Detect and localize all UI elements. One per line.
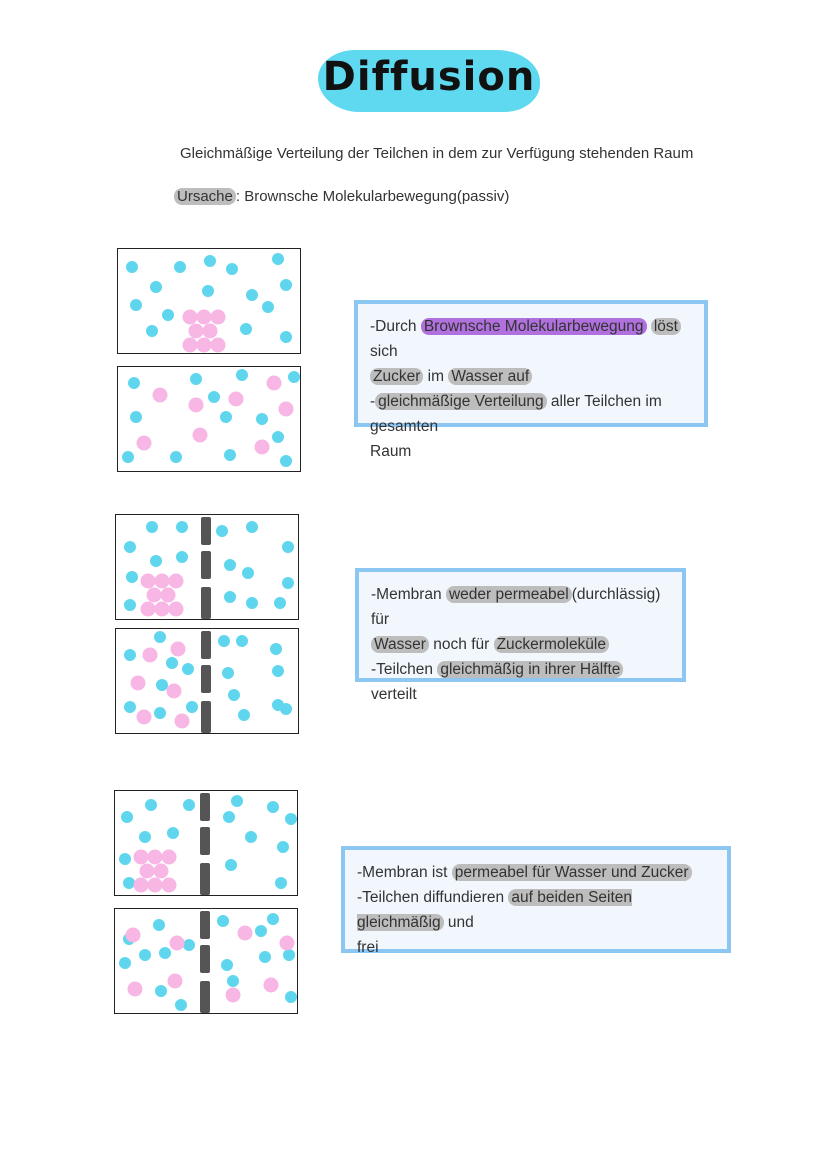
diagram-dissolving-after [117, 366, 301, 472]
page-title: Diffusion [322, 54, 536, 100]
note-line [370, 389, 692, 439]
note-text: -Membran [371, 586, 446, 603]
water-particle [121, 811, 133, 823]
sugar-particle [183, 338, 198, 353]
highlighted-term: Wasser auf [448, 368, 532, 385]
water-particle [126, 261, 138, 273]
note-line [371, 632, 670, 657]
sugar-particle [211, 310, 226, 325]
note-text: -Teilchen [371, 661, 438, 678]
sugar-particle [183, 310, 198, 325]
highlighted-term: weder permeabel [446, 586, 572, 603]
sugar-particle [170, 936, 185, 951]
water-particle [174, 261, 186, 273]
title-badge [318, 44, 540, 118]
water-particle [216, 525, 228, 537]
water-particle [272, 665, 284, 677]
note-line [357, 860, 715, 885]
sugar-particle [197, 338, 212, 353]
water-particle [282, 577, 294, 589]
diagram-impermeable-before [115, 514, 299, 620]
water-particle [162, 309, 174, 321]
note-text: Raum [370, 443, 412, 460]
water-particle [283, 949, 295, 961]
water-particle [224, 591, 236, 603]
water-particle [246, 289, 258, 301]
water-particle [130, 299, 142, 311]
water-particle [159, 947, 171, 959]
sugar-particle [162, 878, 177, 893]
note-text: frei [357, 939, 379, 956]
sugar-particle [255, 440, 270, 455]
highlighted-term: Zuckermoleküle [494, 636, 609, 653]
water-particle [124, 649, 136, 661]
highlighted-term: gleichmäßig in ihrer Hälfte [437, 661, 623, 678]
water-particle [146, 325, 158, 337]
water-particle [288, 371, 300, 383]
water-particle [123, 877, 135, 889]
water-particle [128, 377, 140, 389]
water-particle [124, 599, 136, 611]
water-particle [139, 949, 151, 961]
sugar-particle [155, 574, 170, 589]
sugar-particle [168, 974, 183, 989]
sugar-particle [197, 310, 212, 325]
water-particle [145, 799, 157, 811]
sugar-particle [193, 428, 208, 443]
sugar-particle [141, 602, 156, 617]
water-particle [280, 455, 292, 467]
water-particle [176, 551, 188, 563]
water-particle [282, 541, 294, 553]
water-particle [119, 853, 131, 865]
cause-separator: : [235, 188, 241, 205]
membrane-segment [201, 551, 211, 579]
water-particle [227, 975, 239, 987]
note-line [370, 364, 692, 389]
membrane-segment [200, 945, 210, 973]
water-particle [130, 411, 142, 423]
highlighted-term: auf beiden Seiten gleichmäßig [357, 889, 633, 931]
sugar-particle [155, 602, 170, 617]
note-text: sich [370, 343, 398, 360]
water-particle [167, 827, 179, 839]
water-particle [155, 985, 167, 997]
water-particle [236, 369, 248, 381]
sugar-particle [148, 878, 163, 893]
water-particle [154, 707, 166, 719]
water-particle [170, 451, 182, 463]
highlighted-term: Zucker [370, 368, 423, 385]
note-box-impermeable-membrane [355, 568, 686, 703]
water-particle [246, 521, 258, 533]
sugar-particle [175, 714, 190, 729]
water-particle [225, 859, 237, 871]
cause-text: Brownsche Molekularbewegung(passiv) [240, 188, 510, 205]
water-particle [238, 709, 250, 721]
water-particle [280, 279, 292, 291]
water-particle [166, 657, 178, 669]
definition-text: Gleichmäßige Verteilung der Teilchen in dem zur Verfügung stehenden Raum [180, 145, 694, 162]
water-particle [240, 323, 252, 335]
water-particle [285, 991, 297, 1003]
note-line [370, 439, 692, 464]
sugar-particle [134, 878, 149, 893]
water-particle [222, 667, 234, 679]
note-text: -Teilchen diffundieren [357, 889, 509, 906]
water-particle [183, 939, 195, 951]
sugar-particle [126, 928, 141, 943]
water-particle [150, 555, 162, 567]
diagram-permeable-before [114, 790, 298, 896]
membrane-segment [201, 701, 211, 733]
water-particle [150, 281, 162, 293]
water-particle [256, 413, 268, 425]
water-particle [228, 689, 240, 701]
note-text: - [370, 393, 376, 410]
water-particle [124, 701, 136, 713]
membrane-segment [200, 827, 210, 855]
cause-label: Ursache [174, 188, 236, 205]
membrane-segment [200, 981, 210, 1013]
water-particle [255, 925, 267, 937]
highlighted-term: Wasser [371, 636, 429, 653]
sugar-particle [153, 388, 168, 403]
water-particle [277, 841, 289, 853]
note-line [371, 657, 670, 707]
note-box-dissolving [354, 300, 708, 460]
cause-line [174, 188, 509, 205]
water-particle [272, 253, 284, 265]
sugar-particle [229, 392, 244, 407]
sugar-particle [131, 676, 146, 691]
sugar-particle [148, 850, 163, 865]
water-particle [226, 263, 238, 275]
sugar-particle [141, 574, 156, 589]
water-particle [274, 597, 286, 609]
water-particle [122, 451, 134, 463]
sugar-particle [137, 710, 152, 725]
membrane-segment [200, 911, 210, 939]
membrane-segment [201, 665, 211, 693]
water-particle [175, 999, 187, 1011]
water-particle [245, 831, 257, 843]
highlighted-term: gleichmäßige Verteilung [375, 393, 546, 410]
membrane-segment [200, 793, 210, 821]
sugar-particle [189, 324, 204, 339]
water-particle [280, 703, 292, 715]
note-box-permeable-membrane [341, 846, 731, 956]
note-text: -Membran ist [357, 864, 452, 881]
diagram-permeable-after [114, 908, 298, 1014]
sugar-particle [140, 864, 155, 879]
water-particle [267, 801, 279, 813]
membrane-segment [201, 631, 211, 659]
water-particle [220, 411, 232, 423]
sugar-particle [143, 648, 158, 663]
sugar-particle [171, 642, 186, 657]
sugar-particle [203, 324, 218, 339]
note-text: -Durch [370, 318, 421, 335]
sugar-particle [147, 588, 162, 603]
water-particle [156, 679, 168, 691]
water-particle [224, 559, 236, 571]
sugar-particle [161, 588, 176, 603]
diagram-impermeable-after [115, 628, 299, 734]
sugar-particle [167, 684, 182, 699]
note-line [371, 582, 670, 632]
membrane-segment [201, 517, 211, 545]
membrane-segment [201, 587, 211, 619]
water-particle [146, 521, 158, 533]
water-particle [262, 301, 274, 313]
water-particle [224, 449, 236, 461]
water-particle [208, 391, 220, 403]
sugar-particle [280, 936, 295, 951]
sugar-particle [154, 864, 169, 879]
water-particle [139, 831, 151, 843]
sugar-particle [238, 926, 253, 941]
diagram-dissolving-before [117, 248, 301, 354]
water-particle [218, 635, 230, 647]
note-line [370, 314, 692, 364]
sugar-particle [169, 574, 184, 589]
water-particle [217, 915, 229, 927]
note-text: und [443, 914, 474, 931]
sugar-particle [162, 850, 177, 865]
water-particle [124, 541, 136, 553]
water-particle [267, 913, 279, 925]
water-particle [270, 643, 282, 655]
highlighted-term: Brownsche Molekularbewegung [421, 318, 647, 335]
sugar-particle [169, 602, 184, 617]
note-text: (durchlässig) für [371, 586, 661, 628]
note-text: im [423, 368, 449, 385]
water-particle [231, 795, 243, 807]
membrane-segment [200, 863, 210, 895]
water-particle [190, 373, 202, 385]
water-particle [275, 877, 287, 889]
sugar-particle [134, 850, 149, 865]
water-particle [183, 799, 195, 811]
note-line [357, 935, 715, 960]
water-particle [221, 959, 233, 971]
water-particle [126, 571, 138, 583]
note-line [357, 885, 715, 935]
sugar-particle [211, 338, 226, 353]
water-particle [154, 631, 166, 643]
water-particle [280, 331, 292, 343]
water-particle [285, 813, 297, 825]
water-particle [186, 701, 198, 713]
water-particle [204, 255, 216, 267]
note-text: noch für [428, 636, 494, 653]
water-particle [176, 521, 188, 533]
note-text: aller Teilchen im gesamten [370, 393, 662, 435]
water-particle [246, 597, 258, 609]
note-text: verteilt [371, 686, 417, 703]
water-particle [272, 431, 284, 443]
water-particle [223, 811, 235, 823]
water-particle [236, 635, 248, 647]
water-particle [153, 919, 165, 931]
highlighted-term: löst [651, 318, 681, 335]
highlighted-term: permeabel für Wasser und Zucker [452, 864, 692, 881]
water-particle [242, 567, 254, 579]
water-particle [202, 285, 214, 297]
water-particle [259, 951, 271, 963]
sugar-particle [279, 402, 294, 417]
water-particle [182, 663, 194, 675]
sugar-particle [128, 982, 143, 997]
sugar-particle [264, 978, 279, 993]
sugar-particle [226, 988, 241, 1003]
sugar-particle [267, 376, 282, 391]
sugar-particle [189, 398, 204, 413]
sugar-particle [137, 436, 152, 451]
water-particle [119, 957, 131, 969]
